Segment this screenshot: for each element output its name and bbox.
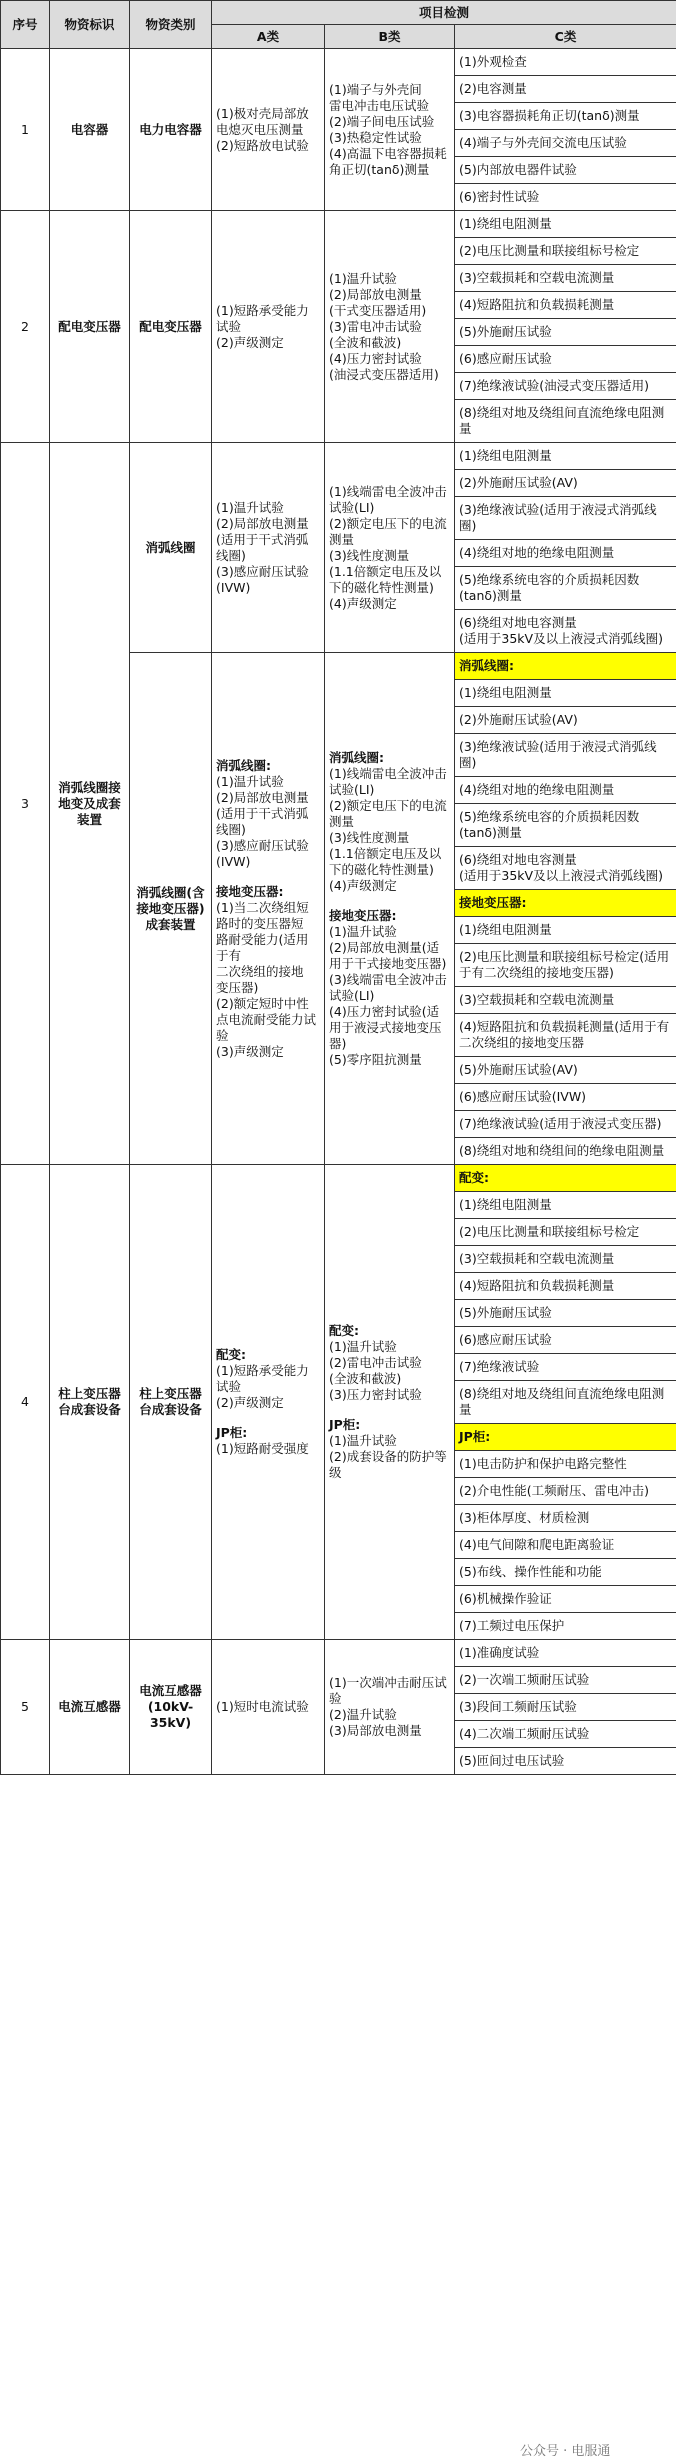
- class-c-item: (7)绝缘液试验: [455, 1354, 676, 1381]
- header-project-inspection: 项目检测: [212, 1, 676, 25]
- class-a-cell: (1)短路承受能力 试验 (2)声级测定: [212, 211, 325, 443]
- class-c-item: (5)外施耐压试验: [455, 319, 676, 346]
- class-c-item: (7)绝缘液试验(适用于液浸式变压器): [455, 1111, 676, 1138]
- section-text: (1)温升试验 (2)局部放电测量(适用于干式接地变压器) (3)线端雷电全波冲击试验(LI) (4)压力密封试验(适用于液浸式接地变压器) (5)零序阻抗测量: [329, 923, 447, 1067]
- class-c-item: (1)绕组电阻测量: [455, 1192, 676, 1219]
- class-c-item: (3)段间工频耐压试验: [455, 1694, 676, 1721]
- class-c-item: (2)电容测量: [455, 76, 676, 103]
- class-a-cell: [212, 653, 325, 1165]
- class-c-section-title: 接地变压器:: [455, 890, 676, 917]
- class-c-item: (5)绝缘系统电容的介质损耗因数(tanδ)测量: [455, 567, 676, 610]
- class-c-section-title: 配变:: [455, 1165, 676, 1192]
- class-b-cell: (1)一次端冲击耐压试验 (2)温升试验 (3)局部放电测量: [325, 1640, 455, 1775]
- section-text: (1)当二次绕组短 路时的变压器短 路耐受能力(适用于有 二次绕组的接地 变压器) (2)额定短时中性 点电流耐受能力试验 (3)声级测定: [216, 899, 317, 1059]
- class-c-item: (1)绕组电阻测量: [455, 211, 676, 238]
- section-text: (1)短路承受能力 试验 (2)声级测定: [216, 1363, 309, 1410]
- section-text: (1)短路耐受强度: [216, 1441, 309, 1456]
- section-title: 接地变压器:: [329, 907, 397, 923]
- class-a-cell: [212, 1165, 325, 1640]
- class-c-item: (2)电压比测量和联接组标号检定: [455, 238, 676, 265]
- class-c-item: (1)绕组电阻测量: [455, 680, 676, 707]
- section-title: JP柜:: [329, 1417, 361, 1432]
- class-c-item: (2)电压比测量和联接组标号检定(适用于有二次绕组的接地变压器): [455, 944, 676, 987]
- class-c-item: (2)一次端工频耐压试验: [455, 1667, 676, 1694]
- class-b-cell: (1)线端雷电全波冲击试验(LI) (2)额定电压下的电流测量 (3)线性度测量 (1.1倍额定电压及以下的磁化特性测量) (4)声级测定: [325, 443, 455, 653]
- class-c-item: (1)绕组电阻测量: [455, 443, 676, 470]
- class-c-item: (4)二次端工频耐压试验: [455, 1721, 676, 1748]
- class-c-item: (3)绝缘液试验(适用于液浸式消弧线圈): [455, 497, 676, 540]
- table-row: [1, 1165, 676, 1192]
- class-a-cell: (1)极对壳局部放 电熄灭电压测量 (2)短路放电试验: [212, 49, 325, 211]
- class-b-cell: [325, 653, 455, 1165]
- class-c-item: (5)内部放电器件试验: [455, 157, 676, 184]
- class-c-section-title: 消弧线圈:: [455, 653, 676, 680]
- class-c-item: (8)绕组对地和绕组间的绝缘电阻测量: [455, 1138, 676, 1165]
- class-c-item: (5)外施耐压试验: [455, 1300, 676, 1327]
- class-c-item: (4)短路阻抗和负载损耗测量: [455, 1273, 676, 1300]
- class-c-item: (2)介电性能(工频耐压、雷电冲击): [455, 1478, 676, 1505]
- header-seq: 序号: [1, 1, 50, 49]
- class-c-item: (6)机械操作验证: [455, 1586, 676, 1613]
- seq-cell: 4: [1, 1165, 50, 1640]
- material-category-cell: 柱上变压器台成套设备: [130, 1165, 212, 1640]
- section-title: 消弧线圈:: [329, 749, 384, 765]
- class-c-item: (5)布线、操作性能和功能: [455, 1559, 676, 1586]
- table-row: [1, 211, 676, 238]
- header-material-id: 物资标识: [50, 1, 130, 49]
- seq-cell: 3: [1, 443, 50, 1165]
- class-b-cell: (1)温升试验 (2)局部放电测量 (干式变压器适用) (3)雷电冲击试验 (全波和截波) (4)压力密封试验 (油浸式变压器适用): [325, 211, 455, 443]
- class-c-item: (2)电压比测量和联接组标号检定: [455, 1219, 676, 1246]
- class-c-item: (3)电容器损耗角正切(tanδ)测量: [455, 103, 676, 130]
- header-class-a: A类: [212, 25, 325, 49]
- class-c-item: (4)端子与外壳间交流电压试验: [455, 130, 676, 157]
- class-c-item: (5)匝间过电压试验: [455, 1748, 676, 1775]
- class-c-item: (3)空载损耗和空载电流测量: [455, 265, 676, 292]
- material-id-cell: 电流互感器: [50, 1640, 130, 1775]
- watermark: 公众号 · 电服通: [520, 2444, 611, 2459]
- section-text: (1)线端雷电全波冲击试验(LI) (2)额定电压下的电流测量 (3)线性度测量 (1.1倍额定电压及以下的磁化特性测量) (4)声级测定: [329, 765, 447, 893]
- material-id-cell: 电容器: [50, 49, 130, 211]
- class-c-item: (7)绝缘液试验(油浸式变压器适用): [455, 373, 676, 400]
- table-row: [1, 49, 676, 76]
- section-text: (1)温升试验 (2)雷电冲击试验 (全波和截波) (3)压力密封试验: [329, 1339, 422, 1402]
- class-c-item: (6)密封性试验: [455, 184, 676, 211]
- class-c-item: (6)感应耐压试验: [455, 346, 676, 373]
- header-row-1: [1, 1, 676, 25]
- class-c-item: (5)外施耐压试验(AV): [455, 1057, 676, 1084]
- class-c-item: (4)电气间隙和爬电距离验证: [455, 1532, 676, 1559]
- material-category-cell: 电力电容器: [130, 49, 212, 211]
- class-a-cell: (1)短时电流试验: [212, 1640, 325, 1775]
- class-c-item: (4)绕组对地的绝缘电阻测量: [455, 540, 676, 567]
- class-b-cell: [325, 1165, 455, 1640]
- class-c-item: (5)绝缘系统电容的介质损耗因数(tanδ)测量: [455, 804, 676, 847]
- class-c-item: (7)工频过电压保护: [455, 1613, 676, 1640]
- class-c-item: (1)绕组电阻测量: [455, 917, 676, 944]
- class-c-item: (2)外施耐压试验(AV): [455, 470, 676, 497]
- material-category-cell: 消弧线圈(含接地变压器)成套装置: [130, 653, 212, 1165]
- material-category-cell: 消弧线圈: [130, 443, 212, 653]
- class-c-item: (6)绕组对地电容测量 (适用于35kV及以上液浸式消弧线圈): [455, 610, 676, 653]
- material-category-cell: 电流互感器 (10kV-35kV): [130, 1640, 212, 1775]
- header-class-b: B类: [325, 25, 455, 49]
- class-c-item: (3)柜体厚度、材质检测: [455, 1505, 676, 1532]
- material-id-cell: 消弧线圈接地变及成套装置: [50, 443, 130, 1165]
- class-c-item: (8)绕组对地及绕组间直流绝缘电阻测量: [455, 400, 676, 443]
- section-title: 配变:: [216, 1347, 246, 1362]
- class-c-section-title: JP柜:: [455, 1424, 676, 1451]
- class-c-item: (4)短路阻抗和负载损耗测量(适用于有二次绕组的接地变压器: [455, 1014, 676, 1057]
- class-a-cell: (1)温升试验 (2)局部放电测量 (适用于干式消弧 线圈) (3)感应耐压试验 (IVW): [212, 443, 325, 653]
- class-c-item: (6)感应耐压试验: [455, 1327, 676, 1354]
- class-c-item: (1)电击防护和保护电路完整性: [455, 1451, 676, 1478]
- header-class-c: C类: [455, 25, 676, 49]
- material-id-cell: 配电变压器: [50, 211, 130, 443]
- class-c-item: (4)绕组对地的绝缘电阻测量: [455, 777, 676, 804]
- seq-cell: 1: [1, 49, 50, 211]
- class-c-item: (1)外观检查: [455, 49, 676, 76]
- seq-cell: 2: [1, 211, 50, 443]
- class-c-item: (3)空载损耗和空载电流测量: [455, 987, 676, 1014]
- section-text: (1)温升试验 (2)成套设备的防护等级: [329, 1433, 447, 1480]
- section-text: (1)温升试验 (2)局部放电测量 (适用于干式消弧 线圈) (3)感应耐压试验 (IVW): [216, 773, 309, 869]
- section-title: 配变:: [329, 1323, 359, 1338]
- table-row: [1, 1640, 676, 1667]
- section-title: 接地变压器:: [216, 883, 284, 899]
- section-title: 消弧线圈:: [216, 757, 271, 773]
- seq-cell: 5: [1, 1640, 50, 1775]
- material-category-cell: 配电变压器: [130, 211, 212, 443]
- header-material-category: 物资类别: [130, 1, 212, 49]
- class-c-item: (4)短路阻抗和负载损耗测量: [455, 292, 676, 319]
- table-row: [1, 443, 676, 470]
- class-c-item: (6)感应耐压试验(IVW): [455, 1084, 676, 1111]
- class-c-item: (3)绝缘液试验(适用于液浸式消弧线圈): [455, 734, 676, 777]
- class-c-item: (1)准确度试验: [455, 1640, 676, 1667]
- class-b-cell: (1)端子与外壳间 雷电冲击电压试验 (2)端子间电压试验 (3)热稳定性试验 (4)高温下电容器损耗角正切(tanδ)测量: [325, 49, 455, 211]
- class-c-item: (3)空载损耗和空载电流测量: [455, 1246, 676, 1273]
- class-c-item: (8)绕组对地及绕组间直流绝缘电阻测量: [455, 1381, 676, 1424]
- material-id-cell: 柱上变压器台成套设备: [50, 1165, 130, 1640]
- class-c-item: (2)外施耐压试验(AV): [455, 707, 676, 734]
- class-c-item: (6)绕组对地电容测量 (适用于35kV及以上液浸式消弧线圈): [455, 847, 676, 890]
- section-title: JP柜:: [216, 1425, 248, 1440]
